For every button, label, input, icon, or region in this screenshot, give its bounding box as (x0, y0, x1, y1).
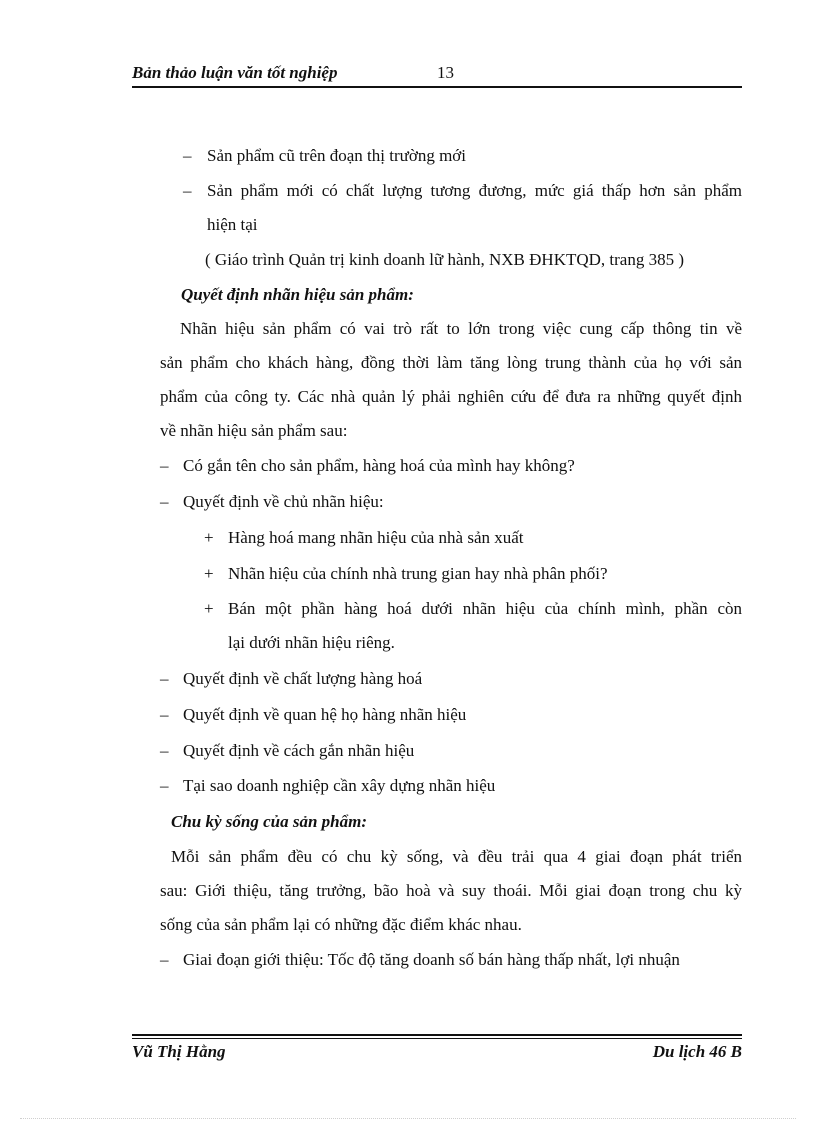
paragraph-line: sản phẩm cho khách hàng, đồng thời làm tăng lòng trung thành của họ với sản (160, 353, 742, 372)
page-number: 13 (437, 63, 454, 82)
list-item: Giai đoạn giới thiệu: Tốc độ tăng doanh số bán hàng thấp nhất, lợi nhuận (183, 950, 680, 969)
paragraph-line: về nhãn hiệu sản phẩm sau: (160, 421, 348, 440)
list-item: Quyết định về quan hệ họ hàng nhãn hiệu (183, 705, 467, 724)
dash-bullet: – (160, 950, 169, 969)
section-heading: Chu kỳ sống của sản phẩm: (171, 812, 368, 831)
page-header (132, 60, 742, 88)
plus-bullet: + (204, 528, 214, 547)
footer-class: Du lịch 46 B (652, 1042, 742, 1061)
header-rule (132, 86, 742, 88)
paragraph-line: sống của sản phẩm lại có những đặc điểm khác nhau. (160, 915, 522, 934)
paragraph-line: Mỗi sản phẩm đều có chu kỳ sống, và đều trải qua 4 giai đoạn phát triển (171, 847, 742, 866)
dash-bullet: – (183, 181, 192, 200)
list-item: Quyết định về chất lượng hàng hoá (183, 669, 423, 688)
footer-author: Vũ Thị Hằng (132, 1042, 226, 1061)
list-item: Có gắn tên cho sản phẩm, hàng hoá của mình hay không? (183, 456, 575, 475)
sub-list-item: Hàng hoá mang nhãn hiệu của nhà sản xuất (228, 528, 524, 547)
footer-rule (132, 1034, 742, 1036)
list-item: Sản phẩm mới có chất lượng tương đương, mức giá thấp hơn sản phẩm (207, 181, 742, 200)
dash-bullet: – (183, 146, 192, 165)
dash-bullet: – (160, 669, 169, 688)
dash-bullet: – (160, 741, 169, 760)
paragraph-line: sau: Giới thiệu, tăng trưởng, bão hoà và suy thoái. Mỗi giai đoạn trong chu kỳ (160, 881, 742, 900)
list-item: Quyết định về cách gắn nhãn hiệu (183, 741, 415, 760)
sub-list-item: Nhãn hiệu của chính nhà trung gian hay nhà phân phối? (228, 564, 608, 583)
page-bottom-border (20, 1118, 796, 1119)
paragraph-line: phẩm của công ty. Các nhà quản lý phải nghiên cứu để đưa ra những quyết định (160, 387, 742, 406)
dash-bullet: – (160, 492, 169, 511)
list-item: Tại sao doanh nghiệp cần xây dựng nhãn hiệu (183, 776, 496, 795)
dash-bullet: – (160, 776, 169, 795)
footer-rule-thin (132, 1038, 742, 1039)
sub-list-item: Bán một phần hàng hoá dưới nhãn hiệu của chính mình, phần còn (228, 599, 742, 618)
plus-bullet: + (204, 564, 214, 583)
citation: ( Giáo trình Quản trị kinh doanh lữ hành, NXB ĐHKTQD, trang 385 ) (205, 250, 684, 269)
list-item-continuation: hiện tại (207, 215, 258, 234)
list-item: Quyết định về chủ nhãn hiệu: (183, 492, 384, 511)
header-title: Bản thảo luận văn tốt nghiệp (132, 63, 338, 82)
list-item: Sản phẩm cũ trên đoạn thị trường mới (207, 146, 467, 165)
section-heading: Quyết định nhãn hiệu sản phẩm: (181, 285, 414, 304)
dash-bullet: – (160, 456, 169, 475)
paragraph-line: Nhãn hiệu sản phẩm có vai trò rất to lớn trong việc cung cấp thông tin về (180, 319, 742, 338)
plus-bullet: + (204, 599, 214, 618)
dash-bullet: – (160, 705, 169, 724)
sub-list-item-continuation: lại dưới nhãn hiệu riêng. (228, 633, 395, 652)
